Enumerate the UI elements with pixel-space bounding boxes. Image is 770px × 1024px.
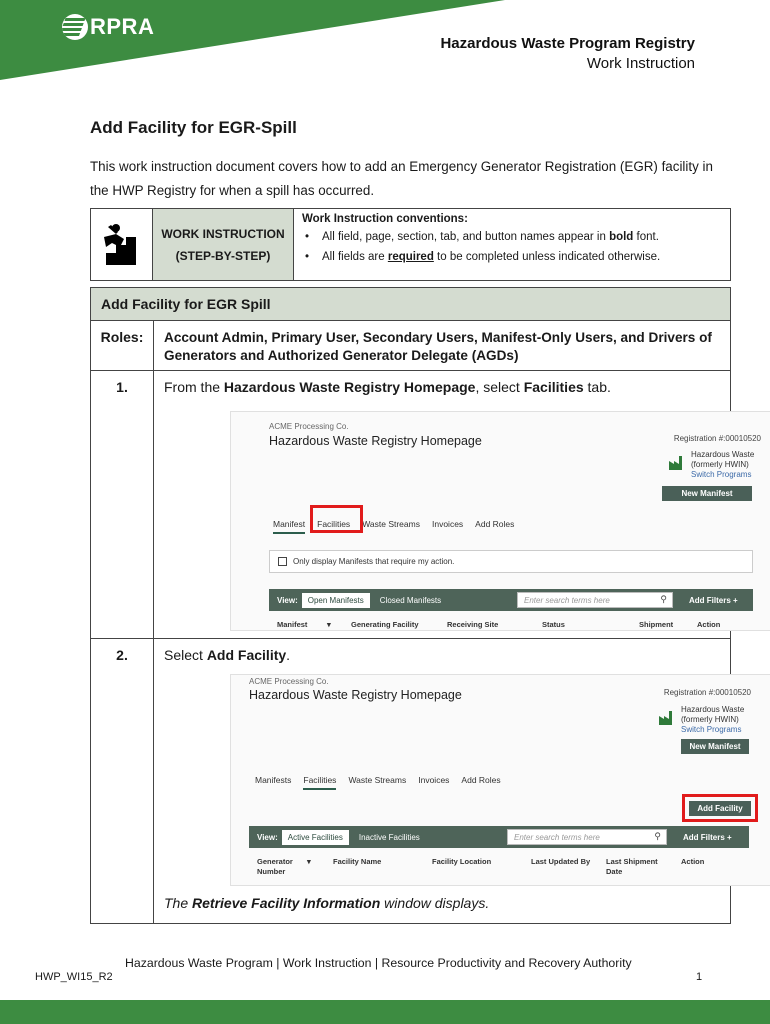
switch-programs-link[interactable]: Switch Programs <box>681 725 742 734</box>
search-icon: ⚲ <box>660 594 667 604</box>
action-filter-row <box>269 550 753 573</box>
action-checkbox-label: Only display Manifests that require my action. <box>293 557 455 566</box>
tab-manifest[interactable]: Manifest <box>273 519 305 534</box>
roles-row <box>91 321 730 371</box>
rpra-logo <box>62 14 154 40</box>
tab-facilities[interactable]: Facilities <box>317 519 351 529</box>
homepage-title: Hazardous Waste Registry Homepage <box>269 434 482 448</box>
procedure-table <box>90 287 761 924</box>
document-title: Add Facility for EGR-Spill <box>90 118 297 137</box>
tab-add-roles[interactable]: Add Roles <box>461 775 501 785</box>
facility-columns <box>257 857 747 879</box>
inactive-facilities-tab[interactable]: Inactive Facilities <box>358 832 420 842</box>
open-manifests-tab[interactable]: Open Manifests <box>302 593 370 608</box>
org-name: ACME Processing Co. <box>249 677 329 686</box>
search-icon: ⚲ <box>654 831 661 841</box>
column-header: Facility Location <box>432 857 492 866</box>
org-name: ACME Processing Co. <box>269 422 349 431</box>
column-header: Last Shipment Date <box>606 857 658 876</box>
switch-programs-link[interactable]: Switch Programs <box>691 470 752 479</box>
tab-invoices[interactable]: Invoices <box>431 519 464 529</box>
homepage-title: Hazardous Waste Registry Homepage <box>249 688 462 702</box>
column-header: Generating Facility <box>351 620 419 629</box>
action-checkbox[interactable] <box>278 557 287 566</box>
tab-manifests[interactable]: Manifests <box>255 775 292 785</box>
column-header: Action <box>697 620 721 629</box>
convention-item-required: • All fields are required to be completed unless indicated otherwise. <box>302 251 722 263</box>
active-facilities-tab[interactable]: Active Facilities <box>282 830 349 845</box>
add-facility-button[interactable]: Add Facility <box>689 801 751 816</box>
step-2-content <box>154 639 751 924</box>
step-1-content <box>154 371 761 638</box>
work-instruction-label <box>153 209 294 280</box>
registration-number: Registration #:00010520 <box>673 434 761 443</box>
sort-icon[interactable]: ▾ <box>327 620 331 629</box>
factory-icon <box>659 711 677 725</box>
tab-waste-streams[interactable]: Waste Streams <box>348 775 407 785</box>
footer-text: Hazardous Waste Program | Work Instruction | Resource Productivity and Recovery Authority <box>125 956 632 970</box>
document-code: HWP_WI15_R2 <box>35 971 113 983</box>
step-1-text: From the Hazardous Waste Registry Homepage, select Facilities tab. <box>164 379 611 395</box>
view-bar <box>269 589 753 611</box>
roles-label: Roles: <box>91 321 154 370</box>
column-header: Action <box>681 857 705 866</box>
header-title: Hazardous Waste Program Registry <box>440 35 695 52</box>
conventions-heading: Work Instruction conventions: <box>302 213 468 225</box>
program-info: Hazardous Waste (formerly HWIN) Switch Programs <box>681 705 745 734</box>
column-header: Facility Name <box>333 857 382 866</box>
facilities-highlight <box>310 505 363 533</box>
label-line-2: (STEP-BY-STEP) <box>175 248 271 263</box>
step-1-row <box>91 371 761 639</box>
view-label: View: <box>277 595 298 605</box>
view-bar <box>249 826 749 848</box>
column-header[interactable]: Manifest <box>277 620 308 629</box>
step-1-number: 1. <box>91 371 154 638</box>
tab-waste-streams[interactable]: Waste Streams <box>362 519 420 529</box>
step-runner-icon <box>91 209 153 280</box>
procedure-title: Add Facility for EGR Spill <box>91 288 730 321</box>
conventions-body <box>294 209 730 280</box>
closed-manifests-tab[interactable]: Closed Manifests <box>379 595 442 605</box>
new-manifest-button[interactable]: New Manifest <box>662 486 752 501</box>
intro-paragraph: This work instruction document covers how to add an Emergency Generator Registration (EGR) facility in the HWP Registry for when a spill has occurred. <box>90 159 713 198</box>
sort-icon[interactable]: ▾ <box>307 857 311 866</box>
page-number: 1 <box>696 971 703 983</box>
step-2-number: 2. <box>91 639 154 924</box>
tab-invoices[interactable]: Invoices <box>418 775 450 785</box>
program-info: Hazardous Waste (formerly HWIN) Switch Programs <box>691 450 755 479</box>
step-2-result: The Retrieve Facility Information window displays. <box>164 895 490 911</box>
label-line-1: WORK INSTRUCTION <box>161 226 285 241</box>
tab-add-roles[interactable]: Add Roles <box>475 519 515 529</box>
column-header: Last Updated By <box>531 857 591 866</box>
header-subtitle: Work Instruction <box>586 55 695 72</box>
view-label: View: <box>257 832 278 842</box>
screenshot-homepage-manifests <box>230 411 770 631</box>
step-2-text: Select Add Facility. <box>164 647 291 663</box>
roles-text: Account Admin, Primary User, Secondary Users, Manifest-Only Users, and Drivers of Generators and Authorized Generator Delegate (AGDs) <box>164 330 712 363</box>
factory-icon <box>669 456 687 470</box>
screenshot-homepage-facilities <box>230 674 770 886</box>
convention-item-bold: • All field, page, section, tab, and button names appear in bold font. <box>302 231 722 243</box>
column-header: Status <box>542 620 565 629</box>
conventions-table <box>90 208 731 281</box>
column-header[interactable]: Generator Number <box>257 857 293 876</box>
homepage-tabs <box>255 775 501 790</box>
search-input[interactable]: Enter search terms here ⚲ <box>517 592 673 608</box>
logo-text: RPRA <box>90 14 155 39</box>
add-filters-button[interactable]: Add Filters + <box>689 596 738 605</box>
column-header: Receiving Site <box>447 620 499 629</box>
manifest-columns <box>277 620 747 632</box>
rpra-logo-icon <box>62 14 88 40</box>
add-filters-button[interactable]: Add Filters + <box>683 833 732 842</box>
search-input[interactable]: Enter search terms here ⚲ <box>507 829 667 845</box>
add-facility-highlight <box>682 794 758 822</box>
registration-number: Registration #:00010520 <box>663 688 751 697</box>
new-manifest-button[interactable]: New Manifest <box>681 739 749 754</box>
footer-band <box>0 1000 770 1024</box>
step-2-row <box>91 639 751 924</box>
tab-facilities[interactable]: Facilities <box>303 775 336 790</box>
column-header: Shipment <box>639 620 674 629</box>
